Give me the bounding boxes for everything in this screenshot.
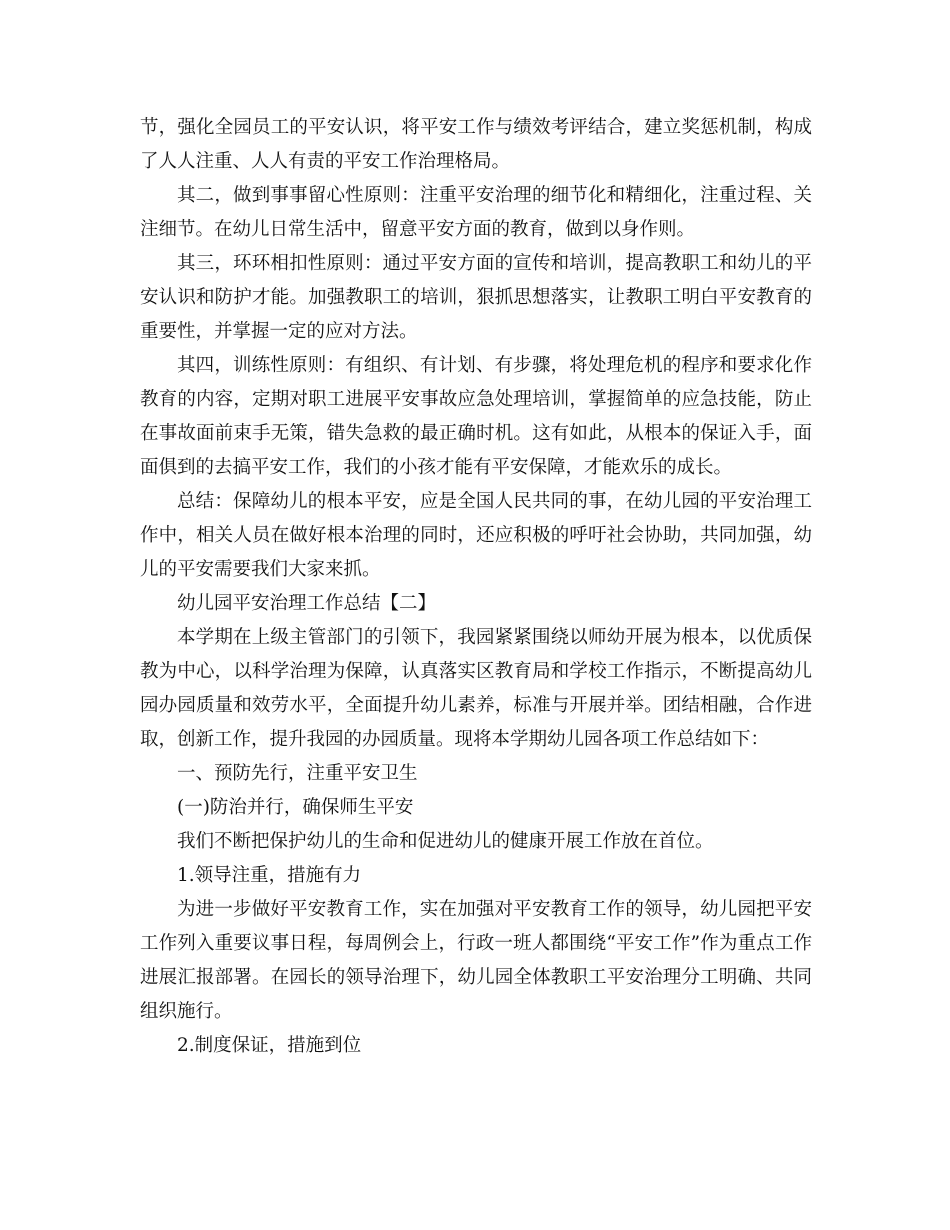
section-heading: 幼儿园平安治理工作总结【二】 (177, 593, 437, 614)
item-heading: 2.制度保证，措施到位 (177, 1035, 362, 1056)
item-heading: 1.领导注重，措施有力 (177, 865, 362, 886)
paragraph: 其二，做到事事留心性原则：注重平安治理的细节化和精细化，注重过程、关注细节。在幼儿日常生活中，留意平安方面的教育，做到以身作则。 (140, 185, 812, 240)
paragraph: 本学期在上级主管部门的引领下，我园紧紧围绕以师幼开展为根本，以优质保教为中心，以科学治理为保障，认真落实区教育局和学校工作指示，不断提高幼儿园办园质量和效劳水平，全面提升幼儿素养，标准与开展并举。团结相融，合作进取，创新工作，提升我园的办园质量。现将本学期幼儿园各项工作总结如下： (140, 627, 812, 750)
paragraph: 总结：保障幼儿的根本平安，应是全国人民共同的事，在幼儿园的平安治理工作中，相关人员在做好根本治理的同时，还应积极的呼吁社会协助，共同加强，幼儿的平安需要我们大家来抓。 (140, 491, 812, 580)
paragraph: 为进一步做好平安教育工作，实在加强对平安教育工作的领导，幼儿园把平安工作列入重要议事日程，每周例会上，行政一班人都围绕“平安工作”作为重点工作进展汇报部署。在园长的领导治理下，幼儿园全体教职工平安治理分工明确、共同组织施行。 (140, 899, 812, 1022)
paragraph: 我们不断把保护幼儿的生命和促进幼儿的健康开展工作放在首位。 (177, 831, 714, 852)
subsection-heading: (一)防治并行，确保师生平安 (177, 797, 414, 818)
paragraph: 节，强化全园员工的平安认识，将平安工作与绩效考评结合，建立奖惩机制，构成了人人注重、人人有责的平安工作治理格局。 (140, 117, 812, 172)
document-body (140, 111, 812, 1063)
paragraph: 其三，环环相扣性原则：通过平安方面的宣传和培训，提高教职工和幼儿的平安认识和防护才能。加强教职工的培训，狠抓思想落实，让教职工明白平安教育的重要性，并掌握一定的应对方法。 (140, 253, 812, 342)
section-heading: 一、预防先行，注重平安卫生 (177, 763, 418, 784)
paragraph: 其四，训练性原则：有组织、有计划、有步骤，将处理危机的程序和要求化作教育的内容，定期对职工进展平安事故应急处理培训，掌握简单的应急技能，防止在事故面前束手无策，错失急救的最正确时机。这有如此，从根本的保证入手，面面俱到的去搞平安工作，我们的小孩才能有平安保障，才能欢乐的成长。 (140, 355, 812, 478)
